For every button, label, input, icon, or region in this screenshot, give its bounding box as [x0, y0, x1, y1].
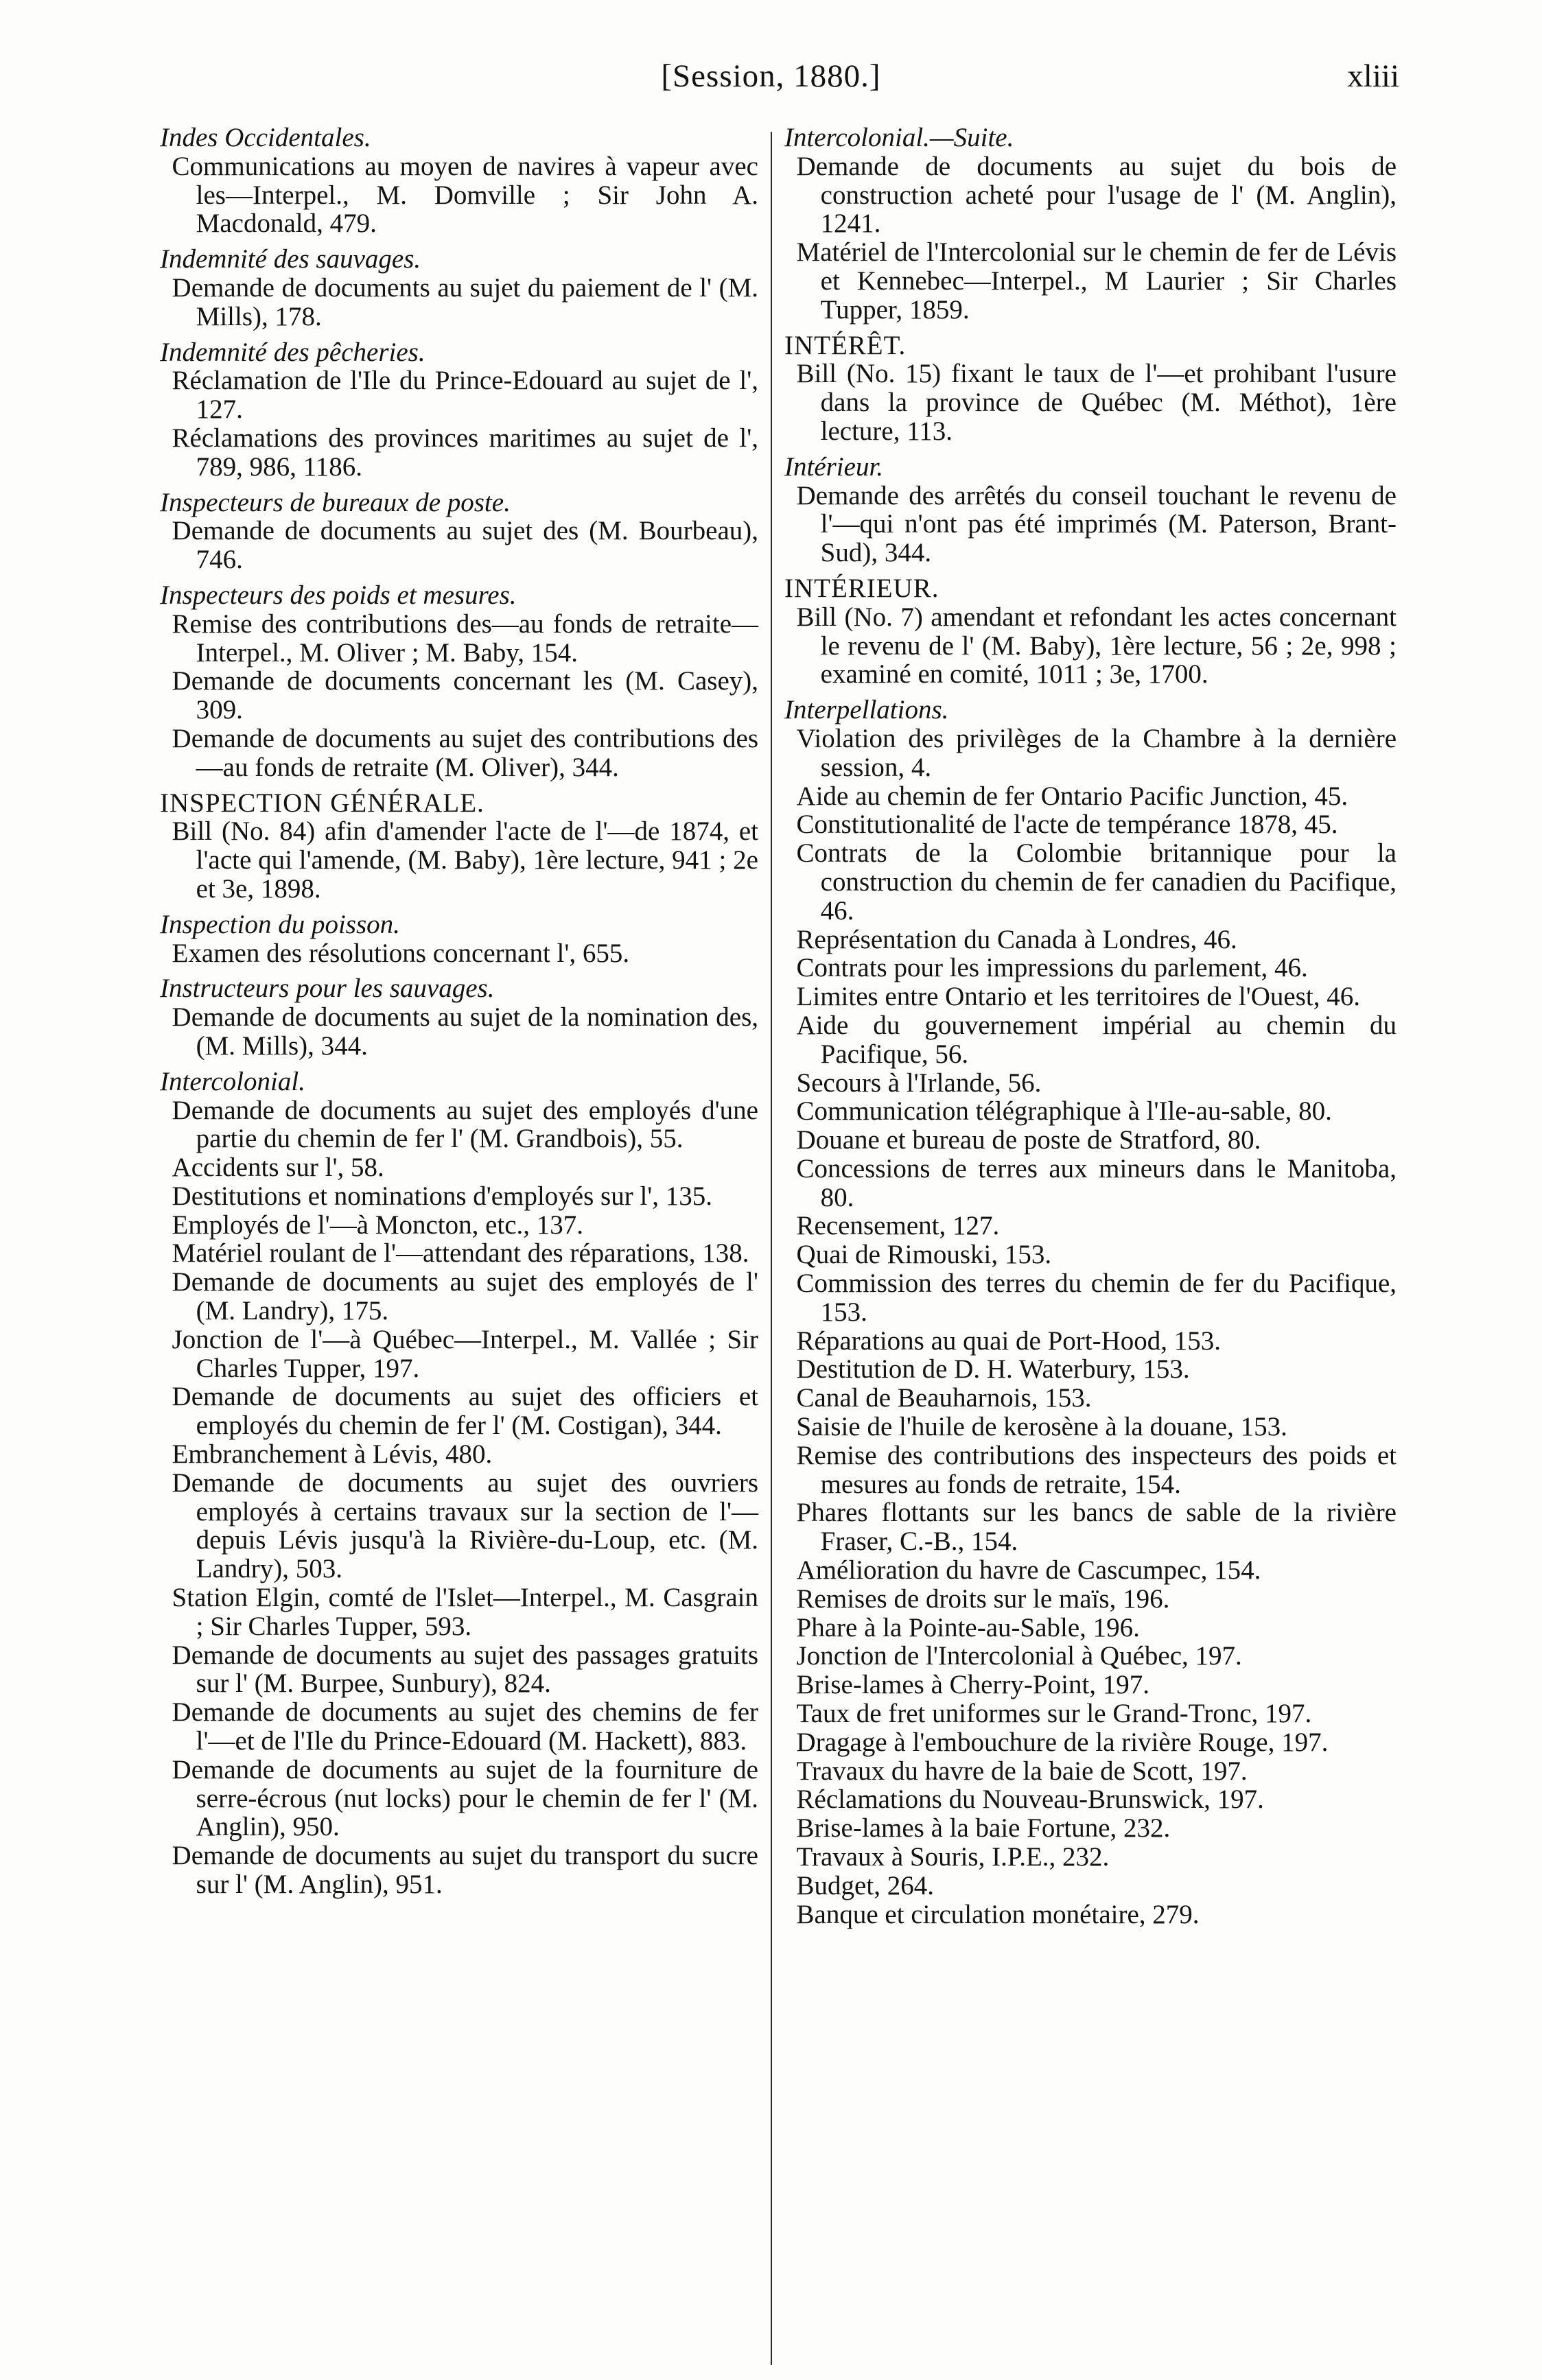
- index-item: Communication télégraphique à l'Ile-au-sable, 80.: [796, 1096, 1332, 1127]
- index-item: Amélioration du havre de Cascumpec, 154.: [796, 1555, 1261, 1586]
- index-item: Représentation du Canada à Londres, 46.: [796, 924, 1237, 954]
- index-item: Demande de documents au sujet de la fourniture de serre-écrous (nut locks) pour le chemin de fer l' (M. Anglin), 950.: [172, 1754, 758, 1842]
- page-header: [0, 45, 1542, 107]
- index-item: Budget, 264.: [796, 1870, 934, 1900]
- index-item: Remise des contributions des—au fonds de retraite—Interpel., M. Oliver ; M. Baby, 154.: [172, 609, 758, 668]
- index-heading: Inspecteurs des poids et mesures.: [160, 580, 517, 610]
- index-item: Brise-lames à la baie Fortune, 232.: [796, 1813, 1171, 1843]
- index-item: Demande de documents au sujet des employés d'une partie du chemin de fer l' (M. Grandbois), 55.: [172, 1095, 758, 1154]
- index-heading: Inspection du poisson.: [160, 909, 400, 939]
- index-heading: Indemnité des pêcheries.: [160, 337, 425, 367]
- index-item: Quai de Rimouski, 153.: [796, 1240, 1052, 1270]
- index-item: Dragage à l'embouchure de la rivière Rouge, 197.: [796, 1727, 1329, 1757]
- index-item: Travaux à Souris, I.P.E., 232.: [796, 1842, 1110, 1872]
- index-item: Phares flottants sur les bancs de sable de la rivière Fraser, C.-B., 154.: [796, 1498, 1397, 1557]
- index-item: Demande de documents au sujet des officiers et employés du chemin de fer l' (M. Costigan), 344.: [172, 1382, 758, 1441]
- index-item: Demande des arrêtés du conseil touchant le revenu de l'—qui n'ont pas été imprimés (M. Paterson, Brant-Sud), 344.: [796, 480, 1397, 568]
- index-item: Destitution de D. H. Waterbury, 153.: [796, 1354, 1190, 1385]
- index-heading: INTÉRÊT.: [784, 330, 907, 360]
- index-item: Employés de l'—à Moncton, etc., 137.: [172, 1210, 584, 1240]
- right-column: [784, 123, 1397, 1929]
- index-item: Accidents sur l', 58.: [172, 1153, 384, 1183]
- index-item: Aide au chemin de fer Ontario Pacific Junction, 45.: [796, 781, 1348, 811]
- index-item: Banque et circulation monétaire, 279.: [796, 1899, 1200, 1929]
- column-divider: [771, 132, 772, 2365]
- index-item: Remise des contributions des inspecteurs des poids et mesures au fonds de retraite, 154.: [796, 1440, 1397, 1499]
- index-item: Remises de droits sur le maïs, 196.: [796, 1583, 1170, 1614]
- index-heading: Indemnité des sauvages.: [160, 244, 421, 274]
- index-item: Demande de documents au sujet des passages gratuits sur l' (M. Burpee, Sunbury), 824.: [172, 1640, 758, 1699]
- index-heading: INTÉRIEUR.: [784, 573, 939, 603]
- index-item: Limites entre Ontario et les territoires de l'Ouest, 46.: [796, 982, 1361, 1012]
- index-item: Réparations au quai de Port-Hood, 153.: [796, 1326, 1222, 1356]
- index-item: Réclamations des provinces maritimes au sujet de l', 789, 986, 1186.: [172, 423, 758, 482]
- index-item: Demande de documents au sujet des employés de l' (M. Landry), 175.: [172, 1267, 758, 1326]
- index-item: Travaux du havre de la baie de Scott, 197.: [796, 1756, 1248, 1786]
- index-item: Matériel de l'Intercolonial sur le chemin de fer de Lévis et Kennebec—Interpel., M Laurier ; Sir Charles Tupper, 1859.: [796, 237, 1397, 325]
- session-title: [Session, 1880.]: [661, 58, 881, 94]
- index-heading: Indes Occidentales.: [160, 123, 371, 152]
- index-item: Violation des privilèges de la Chambre à la dernière session, 4.: [796, 723, 1397, 782]
- index-item: Taux de fret uniformes sur le Grand-Tronc, 197.: [796, 1699, 1312, 1729]
- index-item: Demande de documents au sujet du bois de construction acheté pour l'usage de l' (M. Anglin), 1241.: [796, 151, 1397, 239]
- index-item: Canal de Beauharnois, 153.: [796, 1383, 1092, 1413]
- index-item: Demande de documents au sujet des (M. Bourbeau), 746.: [172, 516, 758, 575]
- index-heading: Inspecteurs de bureaux de poste.: [160, 487, 511, 517]
- index-item: Jonction de l'Intercolonial à Québec, 197.: [796, 1641, 1242, 1671]
- index-item: Réclamations du Nouveau-Brunswick, 197.: [796, 1784, 1264, 1815]
- index-item: Commission des terres du chemin de fer du Pacifique, 153.: [796, 1269, 1397, 1327]
- page-number: xliii: [1347, 58, 1399, 94]
- index-item: Bill (No. 84) afin d'amender l'acte de l'—de 1874, et l'acte qui l'amende, (M. Baby), 1ère lecture, 941 ; 2e et 3e, 1898.: [172, 816, 758, 904]
- index-item: Brise-lames à Cherry-Point, 197.: [796, 1670, 1150, 1700]
- index-item: Matériel roulant de l'—attendant des réparations, 138.: [172, 1238, 749, 1269]
- index-item: Station Elgin, comté de l'Islet—Interpel., M. Casgrain ; Sir Charles Tupper, 593.: [172, 1583, 758, 1641]
- index-item: Demande de documents au sujet des contributions des—au fonds de retraite (M. Oliver), 344.: [172, 723, 758, 782]
- index-item: Contrats pour les impressions du parlement, 46.: [796, 953, 1308, 983]
- index-item: Secours à l'Irlande, 56.: [796, 1068, 1042, 1098]
- index-heading: Intercolonial.: [160, 1066, 305, 1096]
- index-item: Demande de documents au sujet de la nomination des, (M. Mills), 344.: [172, 1002, 758, 1061]
- index-item: Embranchement à Lévis, 480.: [172, 1439, 493, 1470]
- index-item: Douane et bureau de poste de Stratford, 80.: [796, 1125, 1261, 1155]
- index-item: Jonction de l'—à Québec—Interpel., M. Vallée ; Sir Charles Tupper, 197.: [172, 1324, 758, 1383]
- index-item: Recensement, 127.: [796, 1211, 1000, 1241]
- index-item: Demande de documents au sujet du paiement de l' (M. Mills), 178.: [172, 272, 758, 331]
- index-item: Réclamation de l'Ile du Prince-Edouard au sujet de l', 127.: [172, 366, 758, 425]
- left-column: [160, 123, 758, 1899]
- index-item: Demande de documents au sujet des chemins de fer l'—et de l'Ile du Prince-Edouard (M. Hackett), 883.: [172, 1697, 758, 1756]
- index-item: Examen des résolutions concernant l', 655.: [172, 938, 630, 968]
- index-item: Demande de documents concernant les (M. Casey), 309.: [172, 666, 758, 725]
- index-heading: Intérieur.: [784, 451, 884, 482]
- index-heading: Interpellations.: [784, 695, 949, 725]
- index-item: Constitutionalité de l'acte de tempérance 1878, 45.: [796, 810, 1338, 840]
- index-heading: INSPECTION GÉNÉRALE.: [160, 788, 484, 818]
- index-item: Concessions de terres aux mineurs dans le Manitoba, 80.: [796, 1153, 1397, 1212]
- index-item: Bill (No. 15) fixant le taux de l'—et prohibant l'usure dans la province de Québec (M. Méthot), 1ère lecture, 113.: [796, 359, 1397, 446]
- index-item: Destitutions et nominations d'employés sur l', 135.: [172, 1181, 713, 1211]
- index-item: Phare à la Pointe-au-Sable, 196.: [796, 1612, 1140, 1642]
- index-item: Contrats de la Colombie britannique pour la construction du chemin de fer canadien du Pacifique, 46.: [796, 838, 1397, 926]
- index-item: Aide du gouvernement impérial au chemin du Pacifique, 56.: [796, 1010, 1397, 1069]
- index-heading: Intercolonial.—Suite.: [784, 123, 1014, 152]
- index-item: Demande de documents au sujet du transport du sucre sur l' (M. Anglin), 951.: [172, 1841, 758, 1900]
- index-item: Communications au moyen de navires à vapeur avec les—Interpel., M. Domville ; Sir John A. Macdonald, 479.: [172, 151, 758, 239]
- index-item: Demande de documents au sujet des ouvriers employés à certains travaux sur la section de l'—depuis Lévis jusqu'à la Rivière-du-Loup, etc. (M. Landry), 503.: [172, 1468, 758, 1584]
- index-heading: Instructeurs pour les sauvages.: [160, 974, 495, 1004]
- index-item: Bill (No. 7) amendant et refondant les actes concernant le revenu de l' (M. Baby), 1ère lecture, 56 ; 2e, 998 ; examiné en comité, 1011 ; 3e, 1700.: [796, 602, 1397, 690]
- index-item: Saisie de l'huile de kerosène à la douane, 153.: [796, 1412, 1287, 1442]
